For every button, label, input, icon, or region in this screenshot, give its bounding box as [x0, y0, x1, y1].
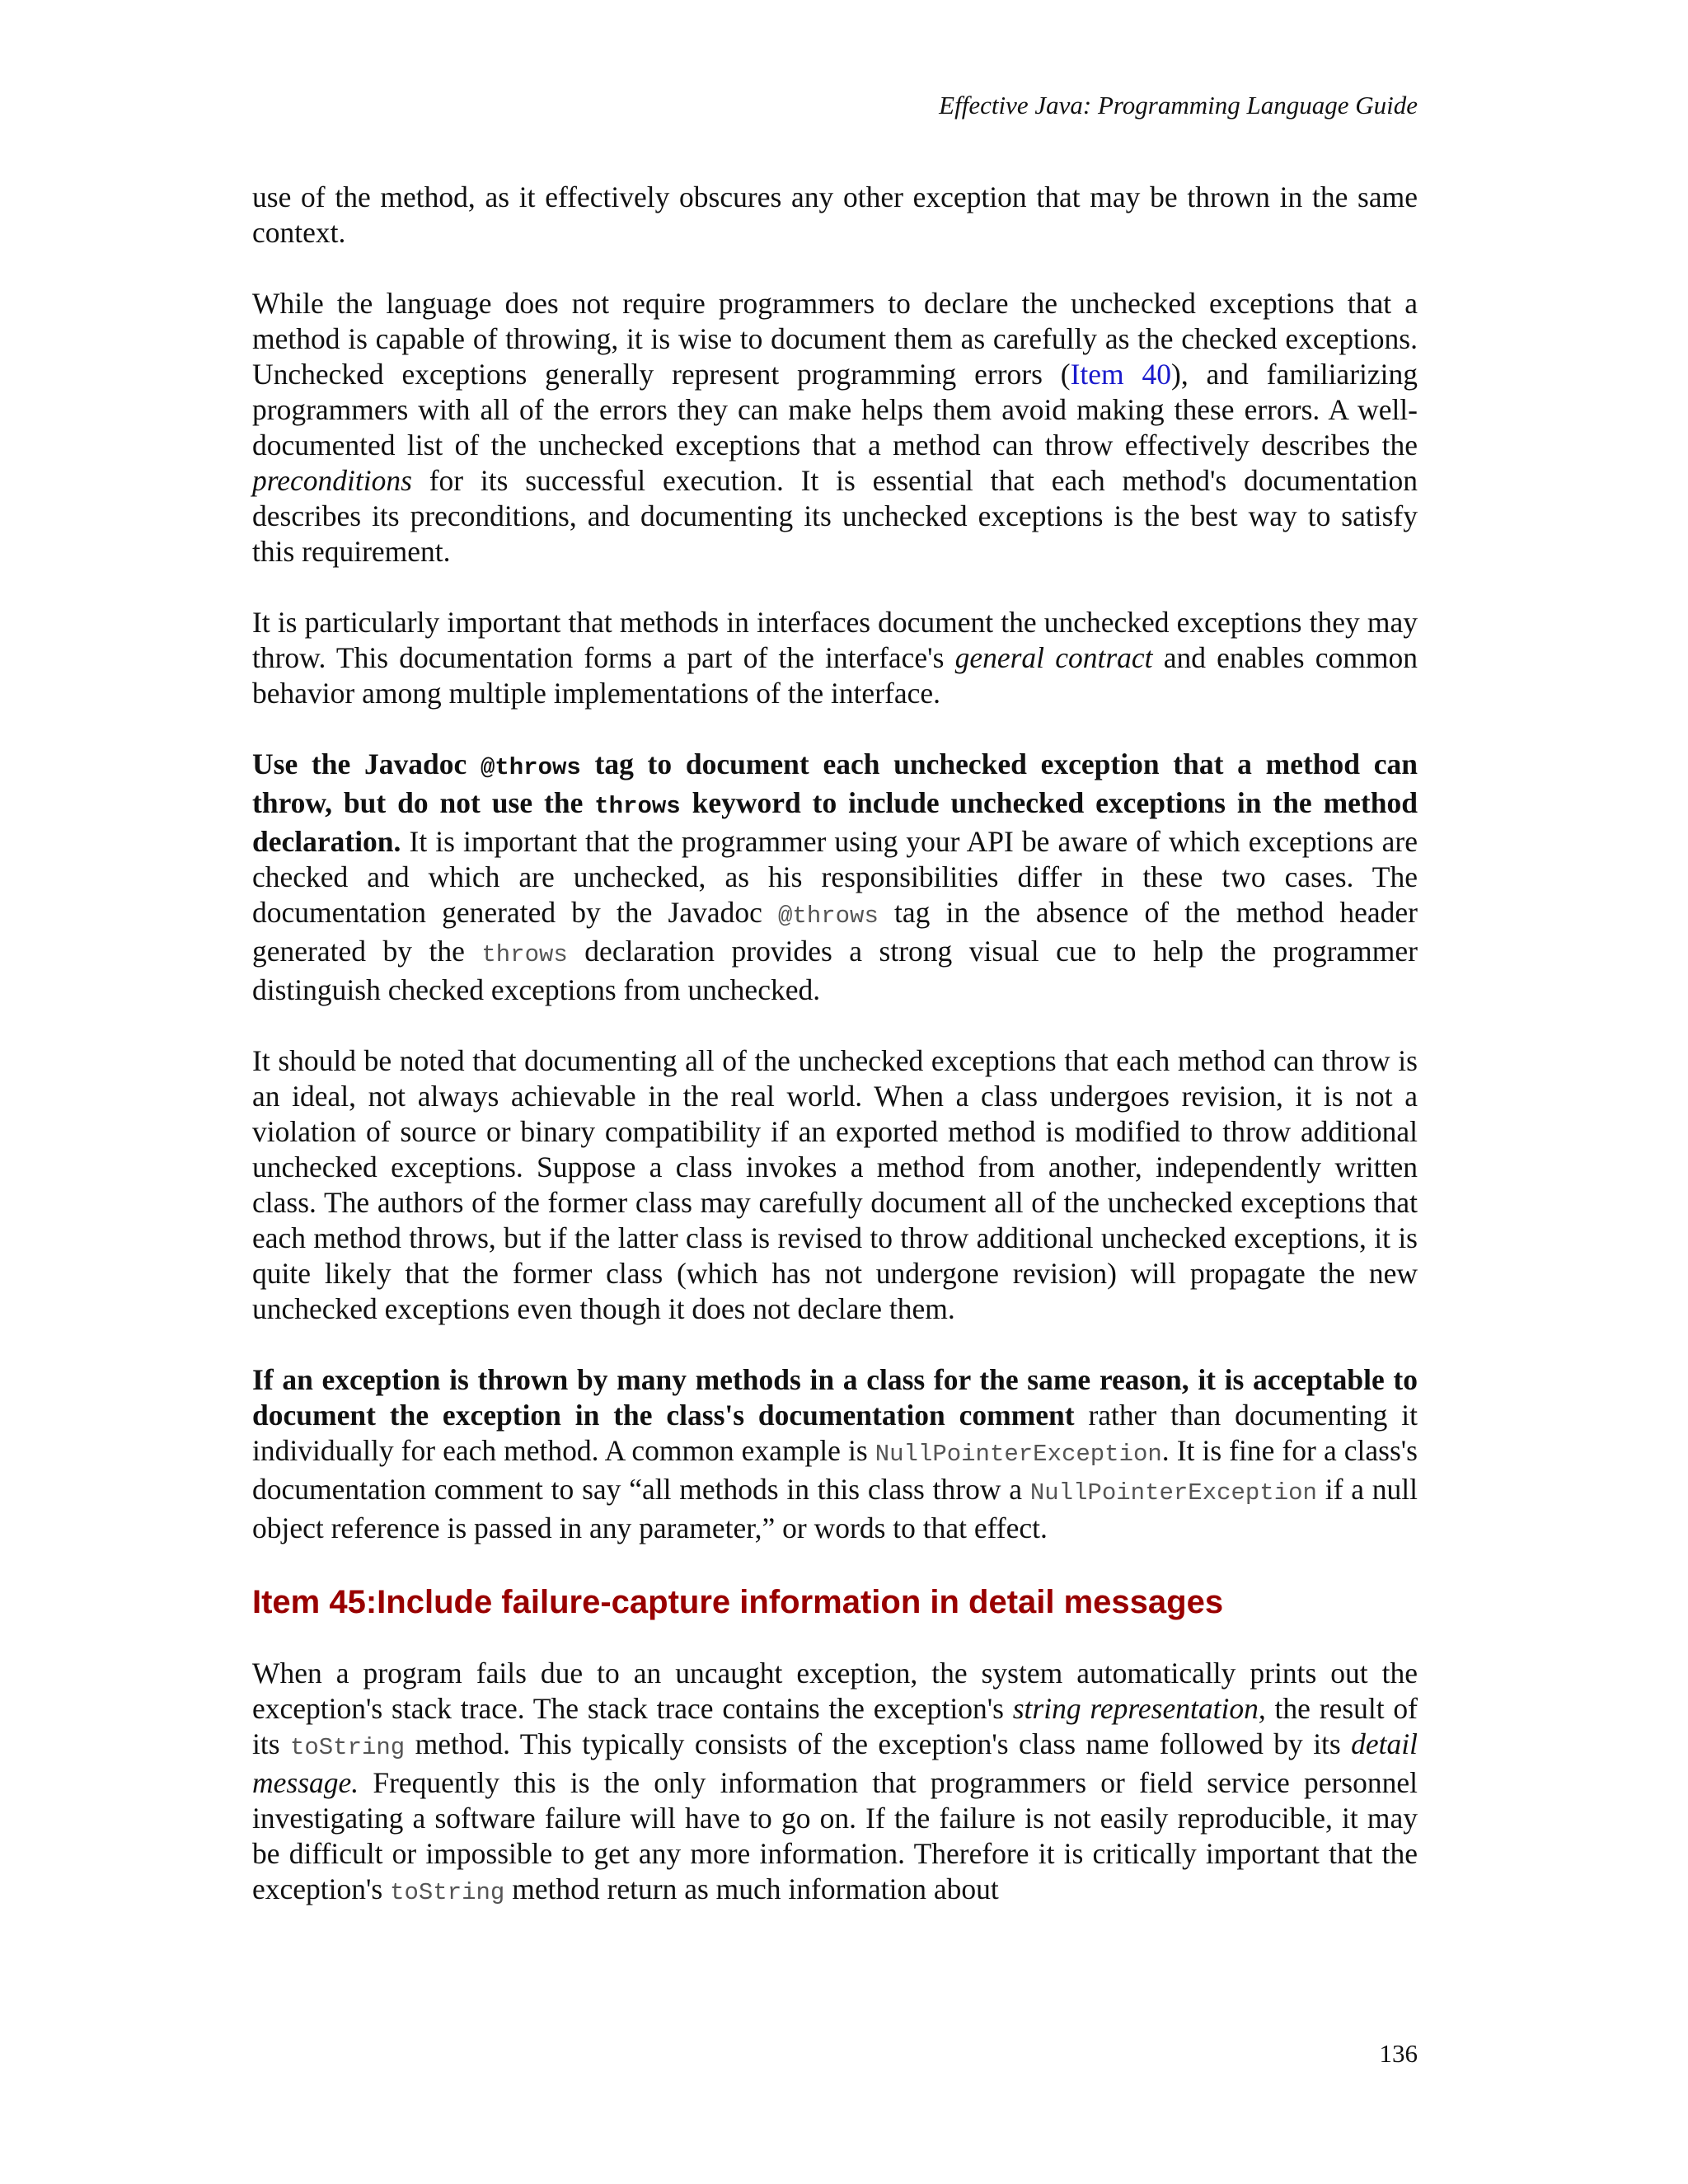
item-40-link[interactable]: Item 40 — [1070, 358, 1171, 391]
page-number: 136 — [1379, 2039, 1418, 2068]
paragraph-failure-capture: When a program fails due to an uncaught exception, the system automatically prints out the exception's stack trace. The stack trace contains the exception's string representation, the result of its toString method. This typically consists of the exception's class name followed by its detail message. Frequently this is the only information that programmers or field service personnel investigating a software failure will have to go on. If the failure is not easily reproducible, it may be difficult or impossible to get any more information. Therefore it is critically important that the exception's toString method return as much information about — [252, 1657, 1418, 1906]
paragraph-unchecked-exceptions: While the language does not require programmers to declare the unchecked exceptions that a method is capable of throwing, it is wise to document them as carefully as the checked exceptions. Unchecked exceptions generally represent programming errors (Item 40), and familiarizing programmers with all of the errors they can make helps them avoid making these errors. A well-documented list of the unchecked exceptions that a method can throw effectively describes the preconditions for its successful execution. It is essential that each method's documentation describes its preconditions, and documenting its unchecked exceptions is the best way to satisfy this requirement. — [252, 287, 1418, 568]
page-body — [252, 180, 1418, 1910]
paragraph-ideal-not-achievable: It should be noted that documenting all of the unchecked exceptions that each method can throw is an ideal, not always achievable in the real world. When a class undergoes revision, it is not a violation of source or binary compatibility if an exported method is modified to throw additional unchecked exceptions. Suppose a class invokes a method from another, independently written class. The authors of the former class may carefully document all of the unchecked exceptions that each method throws, but if the latter class is revised to throw additional unchecked exceptions, it is quite likely that the former class (which has not undergone revision) will propagate the new unchecked exceptions even though it does not declare them. — [252, 1044, 1418, 1325]
paragraph-javadoc-throws: Use the Javadoc @throws tag to document each unchecked exception that a method can throw, but do not use the throws keyword to include unchecked exceptions in the method declaration. It is important that the programmer using your API be aware of which exceptions are checked and which are unchecked, as his responsibilities differ in these two cases. The documentation generated by the Javadoc @throws tag in the absence of the method header generated by the throws declaration provides a strong visual cue to help the programmer distinguish checked exceptions from unchecked. — [252, 748, 1418, 1006]
paragraph-interfaces: It is particularly important that methods in interfaces document the unchecked exceptions they may throw. This documentation forms a part of the interface's general contract and enables common behavior among multiple implementations of the interface. — [252, 606, 1418, 710]
paragraph-continuation: use of the method, as it effectively obscures any other exception that may be thrown in the same context. — [252, 180, 1418, 249]
section-heading-item-45: Item 45:Include failure-capture information in detail messages — [252, 1584, 1224, 1620]
running-header: Effective Java: Programming Language Guide — [939, 91, 1418, 120]
paragraph-class-documentation: If an exception is thrown by many methods in a class for the same reason, it is acceptable to document the exception in the class's documentation comment rather than documenting it individually for each method. A common example is NullPointerException. It is fine for a class's documentation comment to say “all methods in this class throw a NullPointerException if a null object reference is passed in any parameter,” or words to that effect. — [252, 1363, 1418, 1544]
